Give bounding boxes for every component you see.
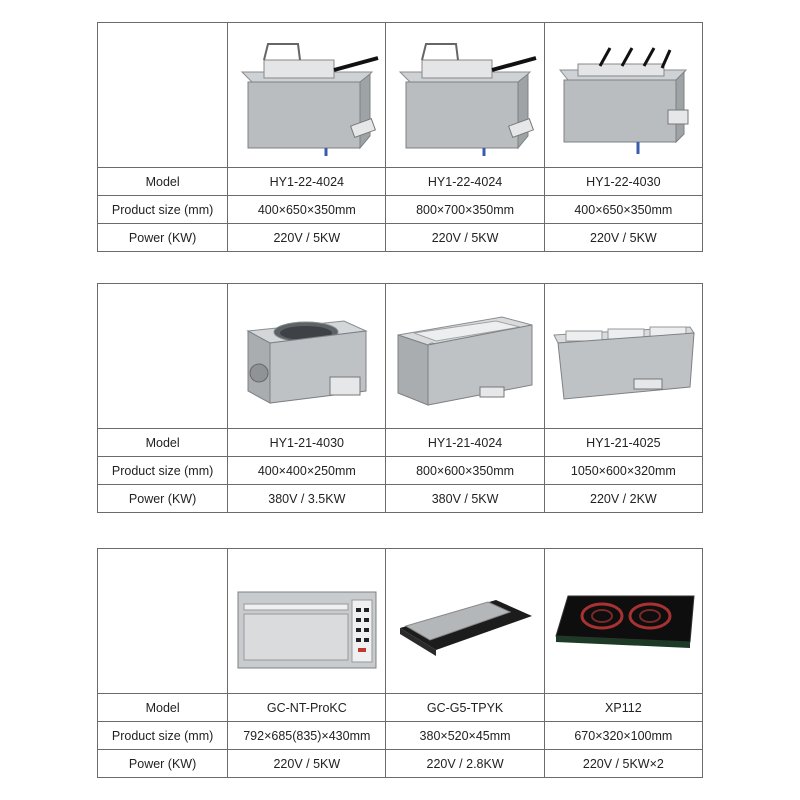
product-image-cell [544,284,702,429]
power-cell: 220V / 5KW [544,224,702,252]
size-cell: 400×650×350mm [228,196,386,224]
label-power: Power (KW) [98,750,228,778]
model-cell: GC-NT-ProKC [228,694,386,722]
label-power: Power (KW) [98,224,228,252]
product-image-cell [228,23,386,168]
spec-table-3 [97,548,703,778]
warming-drawer-icon [234,556,380,686]
size-cell: 800×600×350mm [386,457,544,485]
teppanyaki-plate-icon [392,556,538,686]
label-product-size: Product size (mm) [98,457,228,485]
fryer-basket-icon [392,30,538,160]
power-cell: 220V / 5KW [386,224,544,252]
product-image-cell [544,23,702,168]
power-cell: 380V / 3.5KW [228,485,386,513]
size-cell: 792×685(835)×430mm [228,722,386,750]
bain-marie-icon [550,291,696,421]
size-cell: 400×650×350mm [544,196,702,224]
label-power: Power (KW) [98,485,228,513]
empty-corner-cell [98,284,228,429]
model-cell: GC-G5-TPYK [386,694,544,722]
size-cell: 380×520×45mm [386,722,544,750]
product-image-cell [386,23,544,168]
model-cell: HY1-22-4024 [386,168,544,196]
griddle-icon [392,291,538,421]
power-cell: 380V / 5KW [386,485,544,513]
size-cell: 800×700×350mm [386,196,544,224]
label-model: Model [98,168,228,196]
model-cell: HY1-22-4024 [228,168,386,196]
spec-table-2 [97,283,703,513]
empty-corner-cell [98,549,228,694]
empty-corner-cell [98,23,228,168]
model-cell: HY1-21-4024 [386,429,544,457]
power-cell: 220V / 2.8KW [386,750,544,778]
model-cell: HY1-21-4030 [228,429,386,457]
product-image-cell [228,549,386,694]
fryer-basket-icon [234,30,380,160]
label-model: Model [98,429,228,457]
model-cell: HY1-22-4030 [544,168,702,196]
product-image-cell [544,549,702,694]
power-cell: 220V / 5KW×2 [544,750,702,778]
product-image-cell [228,284,386,429]
model-cell: HY1-21-4025 [544,429,702,457]
power-cell: 220V / 2KW [544,485,702,513]
model-cell: XP112 [544,694,702,722]
power-cell: 220V / 5KW [228,224,386,252]
size-cell: 1050×600×320mm [544,457,702,485]
spec-table-1 [97,22,703,252]
double-induction-hob-icon [550,556,696,686]
product-image-cell [386,549,544,694]
power-cell: 220V / 5KW [228,750,386,778]
product-image-cell [386,284,544,429]
size-cell: 400×400×250mm [228,457,386,485]
label-product-size: Product size (mm) [98,196,228,224]
wok-cooker-icon [234,291,380,421]
label-model: Model [98,694,228,722]
noodle-cooker-icon [550,30,696,160]
label-product-size: Product size (mm) [98,722,228,750]
size-cell: 670×320×100mm [544,722,702,750]
